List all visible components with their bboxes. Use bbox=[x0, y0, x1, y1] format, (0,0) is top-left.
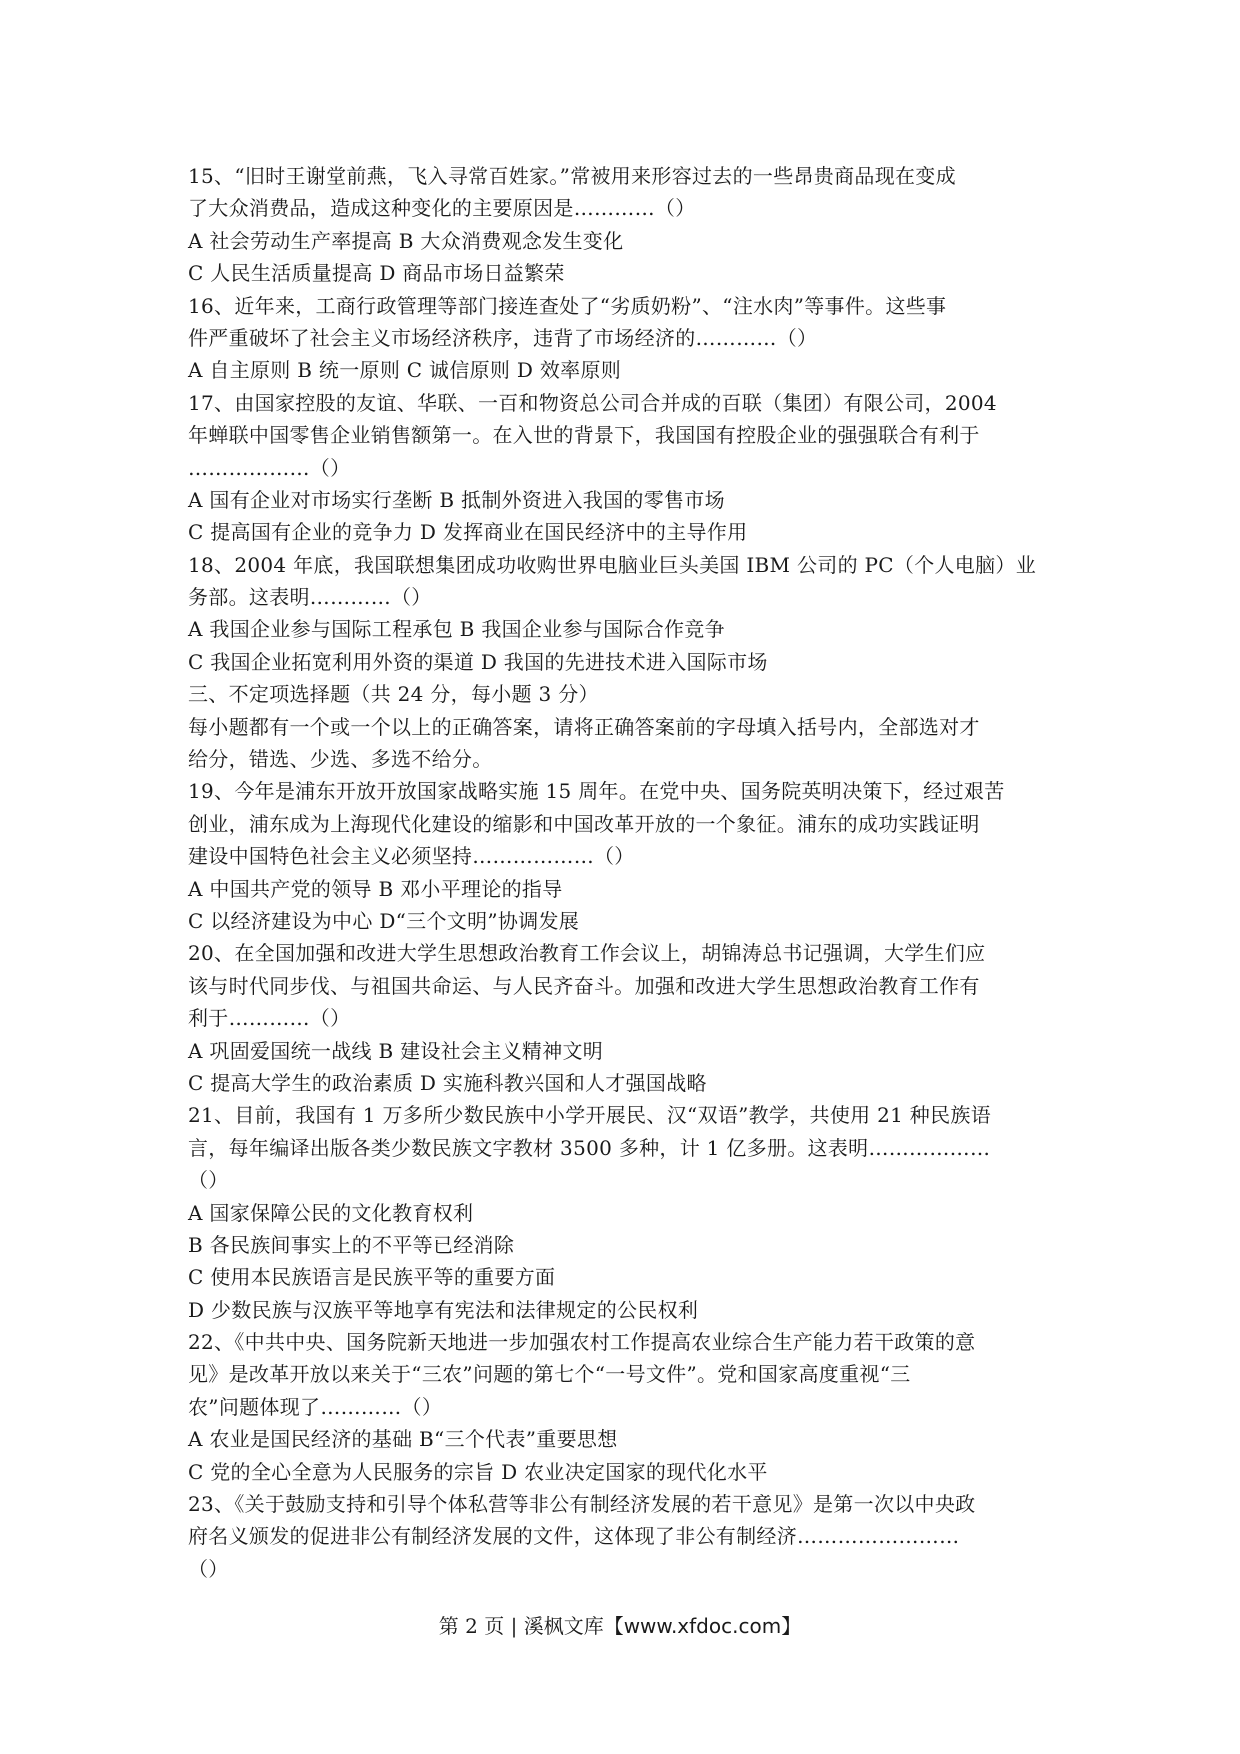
text-line: C 我国企业拓宽利用外资的渠道 D 我国的先进技术进入国际市场 bbox=[188, 649, 768, 674]
text-line: （） bbox=[188, 1556, 229, 1581]
text-line: 农”问题体现了…………（） bbox=[188, 1394, 443, 1419]
section-heading: 三、不定项选择题（共 24 分，每小题 3 分） bbox=[188, 682, 599, 707]
text-line: C 提高大学生的政治素质 D 实施科教兴国和人才强国战略 bbox=[188, 1070, 707, 1095]
text-line: 建设中国特色社会主义必须坚持………………（） bbox=[188, 844, 635, 869]
text-line: 见》是改革开放以来关于“三农”问题的第七个“一号文件”。党和国家高度重视“三 bbox=[188, 1362, 911, 1387]
text-line: 20、在全国加强和改进大学生思想政治教育工作会议上，胡锦涛总书记强调，大学生们应 bbox=[188, 941, 986, 966]
page-footer bbox=[0, 1612, 1240, 1640]
text-line: B 各民族间事实上的不平等已经消除 bbox=[188, 1232, 515, 1257]
text-line: 年蝉联中国零售企业销售额第一。在入世的背景下，我国国有控股企业的强强联合有利于 bbox=[188, 423, 980, 448]
text-line: 19、今年是浦东开放开放国家战略实施 15 周年。在党中央、国务院英明决策下，经过艰苦 bbox=[188, 779, 1005, 804]
text-line: 利于…………（） bbox=[188, 1006, 351, 1031]
text-line: 15、“旧时王谢堂前燕，飞入寻常百姓家。”常被用来形容过去的一些昂贵商品现在变成 bbox=[188, 164, 956, 188]
document-body bbox=[188, 160, 1058, 1585]
text-line: C 人民生活质量提高 D 商品市场日益繁荣 bbox=[188, 261, 565, 286]
text-line: A 自主原则 B 统一原则 C 诚信原则 D 效率原则 bbox=[188, 358, 622, 383]
text-line: C 提高国有企业的竞争力 D 发挥商业在国民经济中的主导作用 bbox=[188, 520, 748, 545]
text-line: 17、由国家控股的友谊、华联、一百和物资总公司合并成的百联（集团）有限公司，2004 bbox=[188, 390, 997, 415]
text-line: 该与时代同步伐、与祖国共命运、与人民齐奋斗。加强和改进大学生思想政治教育工作有 bbox=[188, 973, 980, 998]
footer-page-label: 第 2 页 | 溪枫文库【 bbox=[438, 1614, 624, 1638]
text-line: 16、近年来，工商行政管理等部门接连查处了“劣质奶粉”、“注水肉”等事件。这些事 bbox=[188, 293, 947, 318]
text-line: 23、《关于鼓励支持和引导个体私营等非公有制经济发展的若干意见》是第一次以中央政 bbox=[188, 1492, 976, 1517]
footer-site-link[interactable]: www.xfdoc.com bbox=[623, 1614, 782, 1638]
text-line: 18、2004 年底，我国联想集团成功收购世界电脑业巨头美国 IBM 公司的 PC（个人电脑）业 bbox=[188, 552, 1037, 577]
text-line: 言，每年编译出版各类少数民族文字教材 3500 多种，计 1 亿多册。这表明……………… bbox=[188, 1135, 991, 1160]
footer-bracket-close: 】 bbox=[781, 1614, 802, 1638]
text-line: 给分，错选、少选、多选不给分。 bbox=[188, 747, 493, 772]
text-line: 了大众消费品，造成这种变化的主要原因是…………（） bbox=[188, 196, 696, 221]
text-line: 府名义颁发的促进非公有制经济发展的文件，这体现了非公有制经济…………………… bbox=[188, 1524, 960, 1549]
text-line: C 以经济建设为中心 D“三个文明”协调发展 bbox=[188, 908, 580, 933]
text-line: A 农业是国民经济的基础 B“三个代表”重要思想 bbox=[188, 1427, 618, 1452]
text-line: 件严重破坏了社会主义市场经济秩序，违背了市场经济的…………（） bbox=[188, 325, 818, 350]
text-line: A 社会劳动生产率提高 B 大众消费观念发生变化 bbox=[188, 228, 624, 253]
text-line: A 国家保障公民的文化教育权利 bbox=[188, 1200, 474, 1225]
text-line: 务部。这表明…………（） bbox=[188, 585, 432, 610]
text-line: 创业，浦东成为上海现代化建设的缩影和中国改革开放的一个象征。浦东的成功实践证明 bbox=[188, 811, 980, 836]
text-line: 22、《中共中央、国务院新天地进一步加强农村工作提高农业综合生产能力若干政策的意 bbox=[188, 1330, 976, 1355]
text-line: D 少数民族与汉族平等地享有宪法和法律规定的公民权利 bbox=[188, 1297, 699, 1322]
text-line: A 国有企业对市场实行垄断 B 抵制外资进入我国的零售市场 bbox=[188, 487, 725, 512]
text-line: A 巩固爱国统一战线 B 建设社会主义精神文明 bbox=[188, 1038, 604, 1063]
text-line: A 中国共产党的领导 B 邓小平理论的指导 bbox=[188, 876, 563, 901]
text-line: C 使用本民族语言是民族平等的重要方面 bbox=[188, 1265, 556, 1290]
text-line: 每小题都有一个或一个以上的正确答案，请将正确答案前的字母填入括号内，全部选对才 bbox=[188, 714, 980, 739]
text-line: 21、目前，我国有 1 万多所少数民族中小学开展民、汉“双语”教学，共使用 21 种民族语 bbox=[188, 1103, 992, 1128]
text-line: C 党的全心全意为人民服务的宗旨 D 农业决定国家的现代化水平 bbox=[188, 1459, 768, 1484]
text-line: （） bbox=[188, 1168, 229, 1193]
text-line: ………………（） bbox=[188, 455, 351, 480]
text-line: A 我国企业参与国际工程承包 B 我国企业参与国际合作竞争 bbox=[188, 617, 725, 642]
